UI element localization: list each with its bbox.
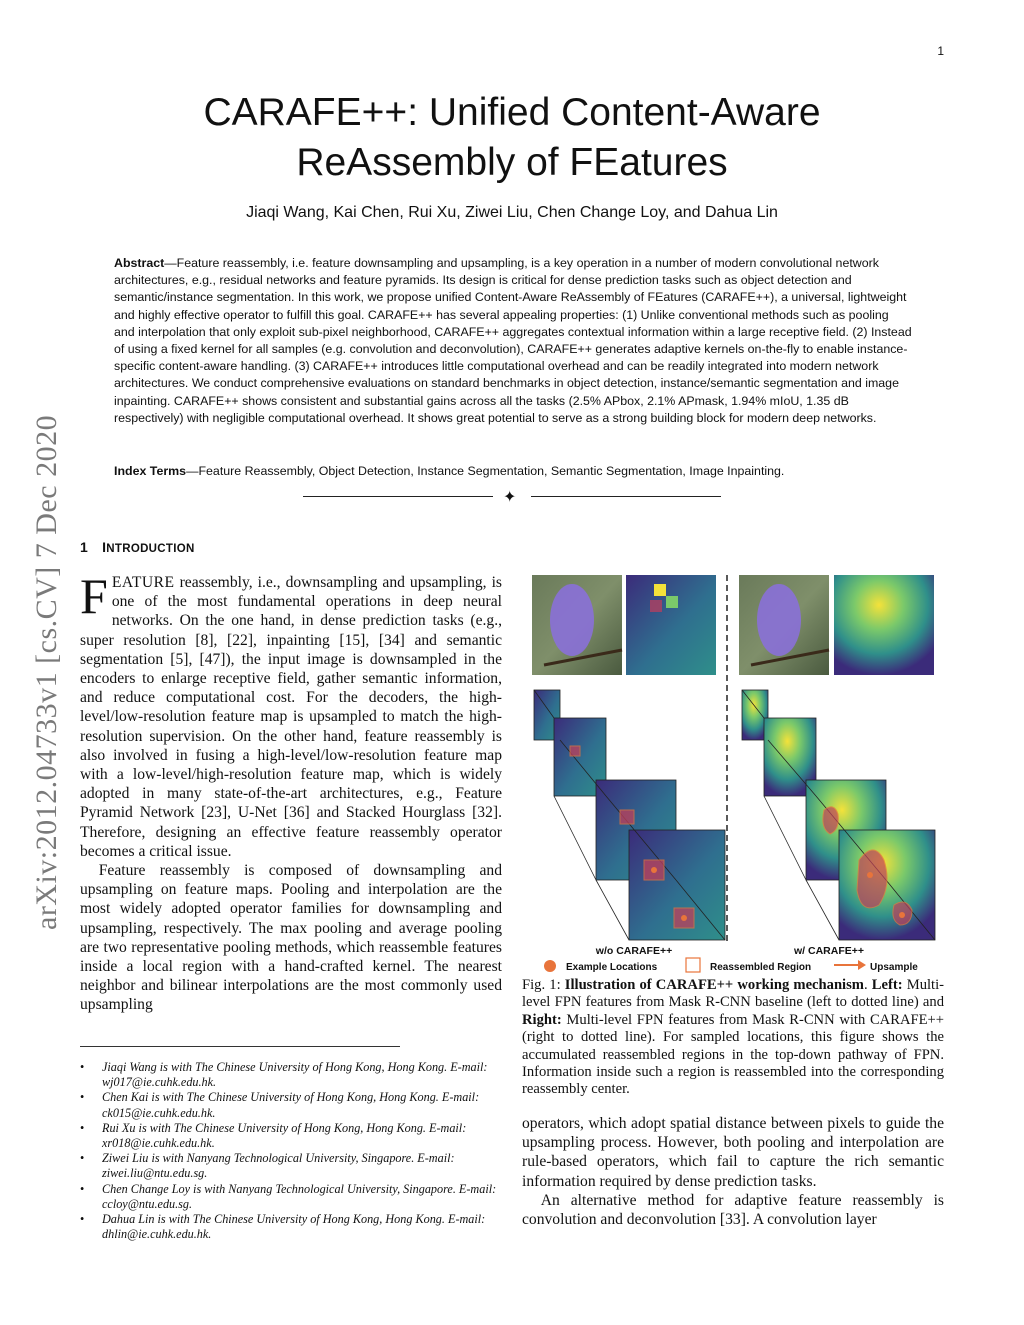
fpn-levels-right [742, 690, 935, 940]
first-word-rest: EATURE [111, 574, 175, 591]
caption-right-label: Right: [522, 1011, 562, 1028]
section-divider-left [303, 496, 493, 497]
author-list: Jiaqi Wang, Kai Chen, Rui Xu, Ziwei Liu, Chen Change Loy, and Dahua Lin [246, 204, 778, 221]
caption-prefix: Fig. 1: [522, 977, 565, 993]
index-terms-label: Index Terms [114, 464, 187, 478]
divider-ornament-icon: ✦ [503, 487, 517, 506]
title-line-1: CARAFE++: Unified Content-Aware [203, 91, 821, 134]
legend-example-locations: Example Locations [566, 962, 658, 973]
footnote-item: • Chen Kai is with The Chinese University of Hong Kong, Hong Kong. E-mail: ck015@ie.cuhk.edu.hk. [80, 1090, 502, 1120]
abstract [114, 255, 912, 427]
footnote-item: • Dahua Lin is with The Chinese University of Hong Kong, Hong Kong. E-mail: dhlin@ie.cuhk.edu.hk. [80, 1212, 502, 1242]
intro-right-column [522, 1114, 944, 1229]
caption-left-text: Multi-level FPN features from Mask R-CNN baseline (left to dotted line) and [522, 977, 945, 1011]
right-paragraph-2: An alternative method for adaptive feature reassembly is convolution and deconvolution [33]. A convolution layer [522, 1191, 944, 1229]
footnote-item: • Ziwei Liu is with Nanyang Technological University, Singapore. E-mail: ziwei.liu@ntu.edu.sg. [80, 1151, 502, 1181]
abstract-label: Abstract [114, 256, 165, 270]
input-image-right [739, 575, 829, 675]
caption-bold-title: Illustration of CARAFE++ working mechanism [564, 977, 864, 993]
paper-title [100, 88, 924, 188]
footnote-rule [80, 1046, 400, 1047]
index-terms-text: —Feature Reassembly, Object Detection, Instance Segmentation, Semantic Segmentation, Image Inpainting. [186, 464, 785, 478]
intro-paragraph-2: Feature reassembly is composed of downsampling and upsampling on feature maps. Pooling and interpolation are the most widely adopted operator families for downsampling and upsampling, respectively. The max pooling and average pooling are two representative pooling methods, which reassemble features inside a local region with a hand-crafted kernel. The nearest neighbor and bilinear interpolations are the most commonly used upsampling [80, 862, 502, 1014]
legend-example-icon [544, 960, 556, 972]
figure-1-illustration [524, 570, 944, 975]
footnote-item: • Rui Xu is with The Chinese University of Hong Kong, Hong Kong. E-mail: xr018@ie.cuhk.edu.hk. [80, 1121, 502, 1151]
heatmap-top-right [834, 575, 934, 675]
figure-1-caption: Fig. 1: Illustration of CARAFE++ working mechanism. Left: Multi-level FPN features from Mask R-CNN baseline (left to dotted line) and Right: Multi-level FPN features from Mask R-CNN with CARAFE++(right to dotted line). For sampled locations, this figure shows the accumulated reassembled regions in the top-down pathway of FPN. Information inside such a region is reassembled into the corresponding reassembly center. [522, 977, 945, 1098]
figure-1 [524, 570, 944, 975]
intro-paragraph-1 [80, 568, 502, 861]
legend-reassembled-region: Reassembled Region [710, 962, 812, 973]
intro-p1-text: reassembly, i.e., downsampling and upsampling, is one of the most fundamental operations in deep neural networks. On the one hand, in dense prediction tasks (e.g., super resolution [8], [22], inpainting [15], [34] and semantic segmentation [5], [47]), the input image is downsampled in the encoders to enlarge receptive field, gather semantic information, and reduce computational cost. For the decoders, the high-level/low-resolution feature map is upsampled to match the high-resolution supervision. On the other hand, feature reassembly is also involved in fusing a high-level/low-resolution feature map with a low-level/high-resolution feature map, which is widely adopted in many state-of-the-art architectures, e.g., Feature Pyramid Network [23], U-Net [36] and Stacked Hourglass [32]. Therefore, designing an effective feature reassembly operator becomes a critical issue. [80, 574, 502, 860]
caption-right-text: Multi-level FPN features from Mask R-CNN with CARAFE++(right to dotted line). For sampled locations, this figure shows the accumulated reassembled regions in the top-down pathway of FPN. Information inside such a region is reassembled into the corresponding reassembly center. [522, 1011, 944, 1098]
page-number: 1 [937, 44, 944, 58]
label-with-carafe: w/ CARAFE++ [793, 945, 865, 957]
footnote-item: • Jiaqi Wang is with The Chinese University of Hong Kong, Hong Kong. E-mail: wj017@ie.cuhk.edu.hk. [80, 1060, 502, 1090]
legend-region-icon [686, 958, 700, 972]
arxiv-stamp: arXiv:2012.04733v1 [cs.CV] 7 Dec 2020 [30, 414, 63, 930]
section-heading-introduction [80, 539, 195, 555]
right-paragraph-1: operators, which adopt spatial distance between pixels to guide the upsampling process. However, both pooling and interpolation are rule-based operators, which fail to capture the rich semantic information required by dense prediction tasks. [522, 1115, 944, 1190]
title-line-2: ReAssembly of FEatures [296, 141, 728, 184]
section-divider-right [531, 496, 721, 497]
footnote-item: • Chen Change Loy is with Nanyang Technological University, Singapore. E-mail: ccloy@ntu.edu.sg. [80, 1182, 502, 1212]
label-without-carafe: w/o CARAFE++ [595, 945, 673, 957]
section-number: 1 [80, 539, 89, 555]
abstract-text: —Feature reassembly, i.e. feature downsampling and upsampling, is a key operation in a number of modern convolutional network architectures, e.g., residual networks and feature pyramids. Its design is critical for dense prediction tasks such as object detection and semantic/instance segmentation. In this work, we propose unified Content-Aware ReAssembly of FEatures (CARAFE++), a universal, lightweight and highly effective operator to fulfill this goal. CARAFE++ has several appealing properties: (1) Unlike conventional methods such as pooling and interpolation that only exploit sub-pixel neighborhood, CARAFE++ aggregates contextual information within a large receptive field. (2) Instead of using a fixed kernel for all samples (e.g. convolution and deconvolution), CARAFE++ generates adaptive kernels on-the-fly to enable instance-specific content-aware handling. (3) CARAFE++ introduces little computational overhead and can be readily integrated into modern network architectures. We conduct comprehensive evaluations on standard benchmarks in object detection, instance/semantic segmentation and image inpainting. CARAFE++ shows consistent and substantial gains across all the tasks (2.5% APbox, 2.1% APmask, 1.94% mIoU, 1.35 dB respectively) with negligible computational overhead. It shows great potential to serve as a strong building block for modern deep networks. [114, 256, 912, 425]
section-title-initial: I [102, 539, 107, 555]
author-footnotes [80, 1060, 502, 1242]
section-title-rest: NTRODUCTION [106, 543, 195, 555]
fpn-levels-left [534, 690, 725, 940]
input-image-left [532, 575, 622, 675]
caption-left-label: Left: [871, 977, 903, 993]
legend-upsample: Upsample [870, 962, 918, 973]
legend-arrowhead-icon [858, 960, 866, 970]
index-terms [114, 464, 912, 478]
heatmap-top-left [626, 575, 716, 675]
intro-left-column [80, 568, 502, 1015]
dropcap: F [80, 568, 108, 624]
